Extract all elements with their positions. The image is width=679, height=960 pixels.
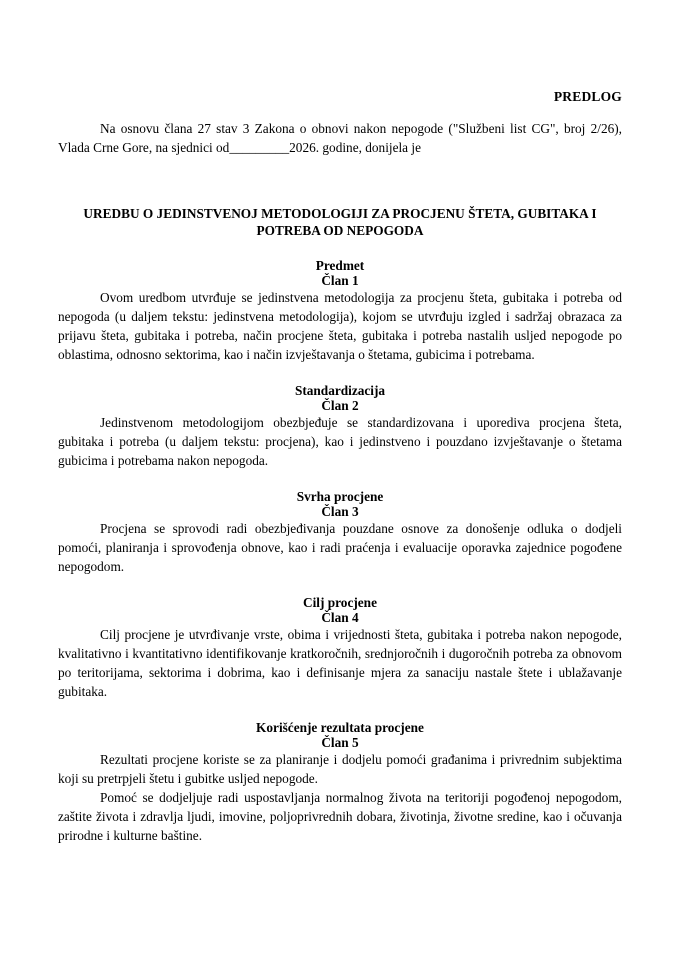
article-paragraph: Jedinstvenom metodologijom obezbjeđuje se standardizovana i uporediva procjena šteta, gubitaka i potreba (u daljem tekstu: procjena), kao i jedinstveno i pouzdano izvještavanje o štetama gubicima i potrebama nakon nepogoda. bbox=[58, 415, 622, 468]
section-heading: Svrha procjene bbox=[296, 489, 384, 504]
article-body bbox=[58, 413, 622, 470]
article-paragraph: Pomoć se dodjeljuje radi uspostavljanja normalnog života na teritoriji pogođenoj nepogodom, zaštite života i zdravlja ljudi, imovine, poljoprivrednih dobara, životinja, životne sredine, kao i očuvanja prirodne i kulturne baštine. bbox=[58, 790, 622, 843]
article-body bbox=[58, 519, 622, 576]
article-number: Član 1 bbox=[321, 273, 359, 288]
article-body bbox=[58, 625, 622, 701]
article-paragraph: Rezultati procjene koriste se za planiranje i dodjelu pomoći građanima i privrednim subjektima koji su pretrpjeli štetu i gubitke usljed nepogode. bbox=[58, 752, 622, 786]
decree-title: UREDBU O JEDINSTVENOJ METODOLOGIJI ZA PROCJENU ŠTETA, GUBITAKA I POTREBA OD NEPOGODA bbox=[83, 206, 597, 238]
section-heading: Cilj procjene bbox=[303, 595, 377, 610]
section-svrha-procjene bbox=[58, 489, 622, 576]
intro-block bbox=[58, 119, 622, 157]
section-heading: Predmet bbox=[315, 258, 365, 273]
section-standardizacija bbox=[58, 383, 622, 470]
section-predmet bbox=[58, 258, 622, 364]
section-heading: Standardizacija bbox=[294, 383, 386, 398]
section-koriscenje-rezultata bbox=[58, 720, 622, 845]
article-number: Član 5 bbox=[321, 735, 359, 750]
article-body bbox=[58, 750, 622, 845]
article-number: Član 4 bbox=[321, 610, 359, 625]
section-heading: Korišćenje rezultata procjene bbox=[256, 720, 424, 735]
section-cilj-procjene bbox=[58, 595, 622, 701]
article-paragraph: Procjena se sprovodi radi obezbjeđivanja pouzdane osnove za donošenje odluka o dodjeli pomoći, planiranja i sprovođenja obnove, kao i radi praćenja i evaluacije oporavka zajednice pogođene nepogodom. bbox=[58, 521, 622, 574]
article-body bbox=[58, 288, 622, 364]
document-label: PREDLOG bbox=[553, 89, 622, 104]
article-number: Član 3 bbox=[321, 504, 359, 519]
article-paragraph: Ovom uredbom utvrđuje se jedinstvena metodologija za procjenu šteta, gubitaka i potreba od nepogoda (u daljem tekstu: jedinstvena metodologija), kojom se utvrđuju izgled i sadržaj obrazaca za prijavu šteta, gubitaka i potreba, način procjene šteta, gubitaka i potreba nastalih usljed nepogode po oblastima, odnosno sektorima, kao i način izvještavanja o štetama, gubicima i potrebama. bbox=[58, 290, 622, 362]
article-number: Član 2 bbox=[321, 398, 359, 413]
article-paragraph: Cilj procjene je utvrđivanje vrste, obima i vrijednosti šteta, gubitaka i potreba nakon nepogode, kvalitativno i kvantitativno identifikovanje kratkoročnih, srednjoročnih i dugoročnih potreba za obnovom po teritorijama, sektorima i dobrima, kao i definisanje mjera za sanaciju nastale štete i ublažavanje gubitaka. bbox=[58, 627, 622, 699]
document-content bbox=[58, 119, 622, 845]
intro-paragraph: Na osnovu člana 27 stav 3 Zakona o obnovi nakon nepogode ("Službeni list CG", broj 2/26), Vlada Crne Gore, na sjednici od_________2026. godine, donijela je bbox=[58, 121, 622, 155]
